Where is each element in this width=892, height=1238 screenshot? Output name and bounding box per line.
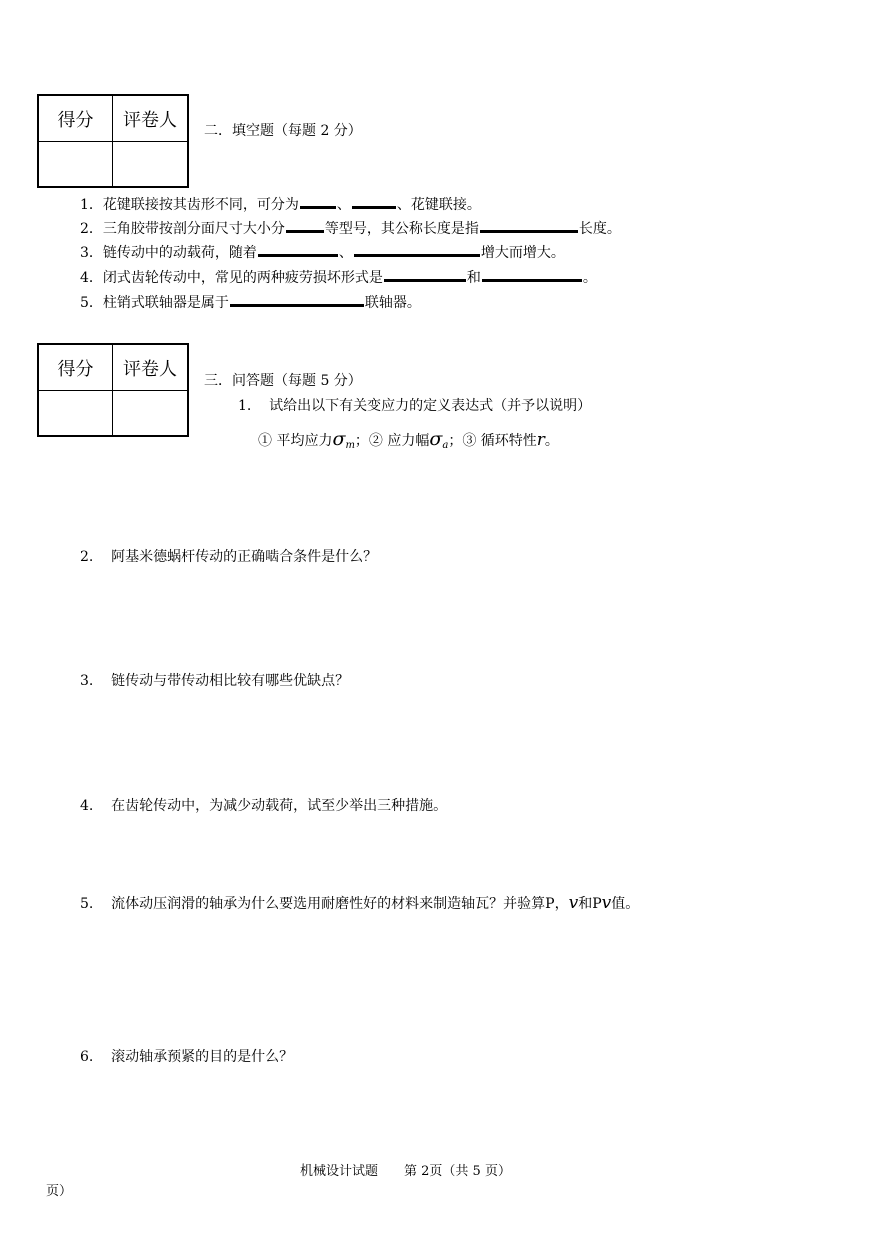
grader-label: 评卷人	[113, 96, 187, 142]
answer-blank[interactable]	[286, 220, 324, 233]
question-1: 1. 试给出以下有关变应力的定义表达式（并予以说明）	[238, 398, 592, 414]
answer-blank[interactable]	[230, 294, 364, 307]
fill-item-1: 1．花键联接按其齿形不同，可分为 、 、花键联接。	[80, 197, 481, 213]
score-label: 得分	[39, 345, 113, 391]
answer-blank[interactable]	[300, 196, 336, 209]
page-footer-fragment: 页）	[46, 1184, 73, 1199]
fill-item-3: 3．链传动中的动载荷，随着 、 增大而增大。	[80, 245, 565, 261]
question-5: 5. 流体动压润滑的轴承为什么要选用耐磨性好的材料来制造轴瓦？并验算P，v和Pv值。	[80, 893, 640, 913]
fill-item-4: 4．闭式齿轮传动中，常见的两种疲劳损坏形式是 和 。	[80, 270, 597, 286]
answer-blank[interactable]	[482, 269, 582, 282]
grader-label: 评卷人	[113, 345, 187, 391]
grader-cell[interactable]	[113, 142, 187, 186]
score-table-1	[37, 94, 189, 188]
score-table-2	[37, 343, 189, 437]
score-cell[interactable]	[39, 142, 113, 186]
score-cell[interactable]	[39, 391, 113, 435]
question-2: 2. 阿基米德蜗杆传动的正确啮合条件是什么？	[80, 549, 378, 565]
question-3: 3. 链传动与带传动相比较有哪些优缺点？	[80, 673, 350, 689]
answer-blank[interactable]	[480, 220, 578, 233]
section2-title: 二．填空题（每题 2 分）	[204, 123, 362, 139]
score-label: 得分	[39, 96, 113, 142]
fill-item-5: 5．柱销式联轴器是属于 联轴器。	[80, 295, 421, 311]
fill-item-2: 2．三角胶带按剖分面尺寸大小分 等型号，其公称长度是指 长度。	[80, 221, 621, 237]
question-6: 6. 滚动轴承预紧的目的是什么？	[80, 1049, 294, 1065]
answer-blank[interactable]	[354, 244, 480, 257]
answer-blank[interactable]	[384, 269, 466, 282]
question-4: 4. 在齿轮传动中，为减少动载荷，试至少举出三种措施。	[80, 798, 448, 814]
section3-title: 三．问答题（每题 5 分）	[204, 373, 362, 389]
answer-blank[interactable]	[258, 244, 338, 257]
question-1-subparts: ① 平均应力$\sigma_m$；② 应力幅$\sigma_a$；③ 循环特性r。	[258, 428, 559, 451]
answer-blank[interactable]	[352, 196, 396, 209]
page-footer: 机械设计试题 第 2页（共 5 页）	[300, 1164, 511, 1179]
grader-cell[interactable]	[113, 391, 187, 435]
